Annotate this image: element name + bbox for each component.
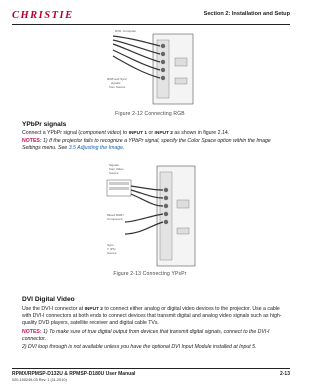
page-number: 2-13 xyxy=(279,371,290,377)
fig2-label-mid-2: Component xyxy=(107,217,123,221)
text-run: . xyxy=(123,145,125,151)
christie-logo: CHRISTIE xyxy=(12,10,74,21)
note-dvi-2: 2) DVI loop through is not available unless you have the optional DVI Input Module installed at Input 5. xyxy=(22,344,257,350)
fig2-label-1: Signals xyxy=(109,163,119,167)
ypbpr-connection-illustration xyxy=(105,160,200,268)
note-ypbpr xyxy=(22,138,287,152)
figure-caption-ypbpr: Figure 2-13 Connecting YPsPr xyxy=(113,271,187,277)
note-text: 1) To make sure of true digital output from devices that transmit digital signals, connect to the DVI-I connector. xyxy=(22,329,270,342)
figure-rgb-diagram xyxy=(105,28,200,108)
text-run: or xyxy=(147,130,155,136)
fig2-label-mid-1: Mixed RGB / xyxy=(107,213,125,217)
fig2-label-bot-1: Sync xyxy=(107,243,114,247)
header-rule xyxy=(12,24,290,25)
text-run: Connect a YPbPr signal ( xyxy=(22,130,81,136)
input2-label: INPUT 2 xyxy=(154,131,173,136)
heading-dvi: DVI Digital Video xyxy=(22,296,75,303)
note-text: 1) If the projector fails to recognize a YPbPr signal, specify the Color Space option within the Image Settings menu. See xyxy=(22,138,271,151)
manual-title: RPMX/RPMSP-D132U & RPMSP-D180U User Manual xyxy=(12,371,136,377)
paragraph-dvi xyxy=(22,306,287,327)
document-number: 020-100249-03 Rev. 1 (11-2010) xyxy=(12,378,67,382)
fig1-label-bottom-1: RGB and Sync xyxy=(107,77,127,81)
figure-caption-rgb: Figure 2-12 Connecting RGB xyxy=(115,111,185,117)
note-dvi-1 xyxy=(22,329,287,343)
fig1-label-top: DVD, Computer xyxy=(115,29,137,33)
section-header: Section 2: Installation and Setup xyxy=(203,11,290,17)
text-run: ) to xyxy=(119,130,129,136)
text-run: to connect either analog or digital video devices to the projector. Use a cable with DVI-I connectors at both ends to connect devices that transmit digital and analog video signals such as high-quality DVD players, satellite receiver and digital cable TVs. xyxy=(22,306,282,326)
figure-ypbpr-diagram xyxy=(105,160,200,268)
fig1-label-bottom-2: signals xyxy=(111,81,121,85)
footer-rule xyxy=(12,368,290,369)
link-adjusting-image[interactable]: 3.5 Adjusting the Image xyxy=(68,145,124,151)
text-run: as shown in figure 2.14. xyxy=(172,130,230,136)
text-run: Use the DVI-I connector at xyxy=(22,306,85,312)
paragraph-ypbpr xyxy=(22,130,287,137)
input1-label: INPUT 1 xyxy=(128,131,148,136)
fig2-label-3: Source xyxy=(109,171,119,175)
fig2-label-bot-3: Source xyxy=(107,251,117,255)
fig2-label-bot-2: Y (Pb) xyxy=(107,247,116,251)
fig2-label-2: from Video xyxy=(109,167,124,171)
notes-label: NOTES: xyxy=(22,329,42,335)
input2-label: INPUT 2 xyxy=(84,307,103,312)
heading-ypbpr: YPbPr signals xyxy=(22,121,67,128)
text-run-italic: component video xyxy=(80,130,120,136)
notes-label: NOTES: xyxy=(22,138,42,144)
rgb-connection-illustration xyxy=(105,28,200,108)
fig1-label-bottom-3: from Source xyxy=(109,85,126,89)
